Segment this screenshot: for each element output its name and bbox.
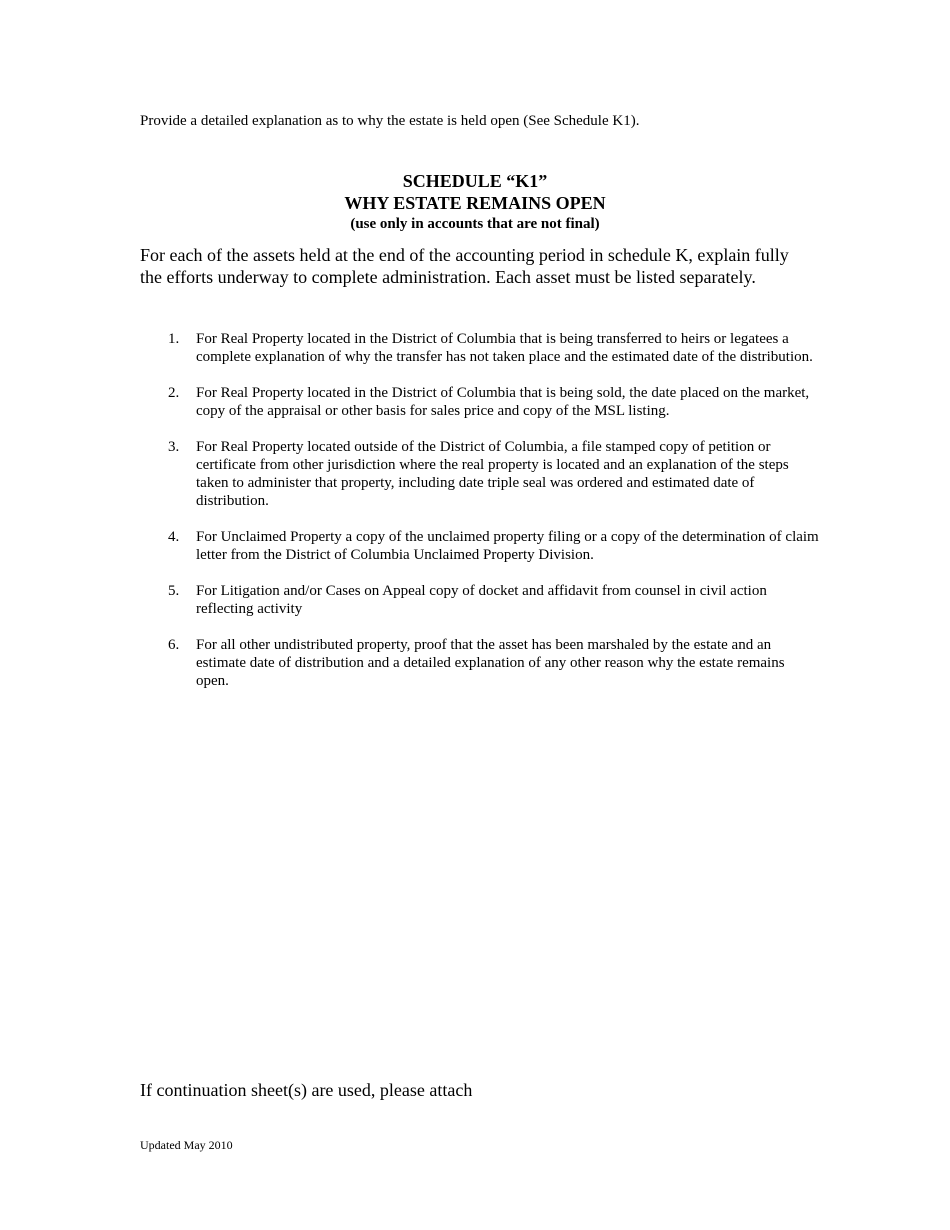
list-item-number: 4. <box>168 529 180 545</box>
requirements-list <box>140 330 820 708</box>
list-item <box>140 636 820 690</box>
schedule-subtitle: WHY ESTATE REMAINS OPEN <box>344 193 606 213</box>
list-item <box>140 528 820 564</box>
list-item-number: 6. <box>168 637 180 653</box>
schedule-note: (use only in accounts that are not final) <box>350 216 600 232</box>
footer-updated-date: Updated May 2010 <box>140 1138 233 1152</box>
list-item-number: 1. <box>168 331 180 347</box>
list-item <box>140 582 820 618</box>
schedule-title: SCHEDULE “K1” <box>402 171 548 191</box>
list-item-number: 5. <box>168 583 180 599</box>
list-item-number: 3. <box>168 439 180 455</box>
list-item-text: For Unclaimed Property a copy of the unclaimed property filing or a copy of the determination of claim letter from the District of Columbia Unclaimed Property Division. <box>196 529 819 563</box>
list-item-text: For Real Property located outside of the District of Columbia, a file stamped copy of petition or certificate from other jurisdiction where the real property is located and an explanation of the steps taken to administer that property, including date triple seal was ordered and estimated date of distribution. <box>196 439 789 509</box>
lead-paragraph: For each of the assets held at the end of the accounting period in schedule K, explain fully the efforts underway to complete administration. Each asset must be listed separately. <box>140 245 789 287</box>
list-item-text: For Real Property located in the District of Columbia that is being sold, the date placed on the market, copy of the appraisal or other basis for sales price and copy of the MSL listing. <box>196 385 810 419</box>
list-item <box>140 330 820 366</box>
list-item-text: For Real Property located in the District of Columbia that is being transferred to heirs or legatees a complete explanation of why the transfer has not taken place and the estimated date of the distribution. <box>196 331 813 365</box>
list-item-text: For all other undistributed property, proof that the asset has been marshaled by the estate and an estimate date of distribution and a detailed explanation of any other reason why the estate remains open. <box>196 637 785 689</box>
list-item <box>140 384 820 420</box>
list-item-number: 2. <box>168 385 180 401</box>
list-item-text: For Litigation and/or Cases on Appeal copy of docket and affidavit from counsel in civil action reflecting activity <box>196 583 767 617</box>
intro-instruction: Provide a detailed explanation as to why the estate is held open (See Schedule K1). <box>140 113 640 129</box>
continuation-note: If continuation sheet(s) are used, please attach <box>140 1080 473 1100</box>
list-item <box>140 438 820 510</box>
